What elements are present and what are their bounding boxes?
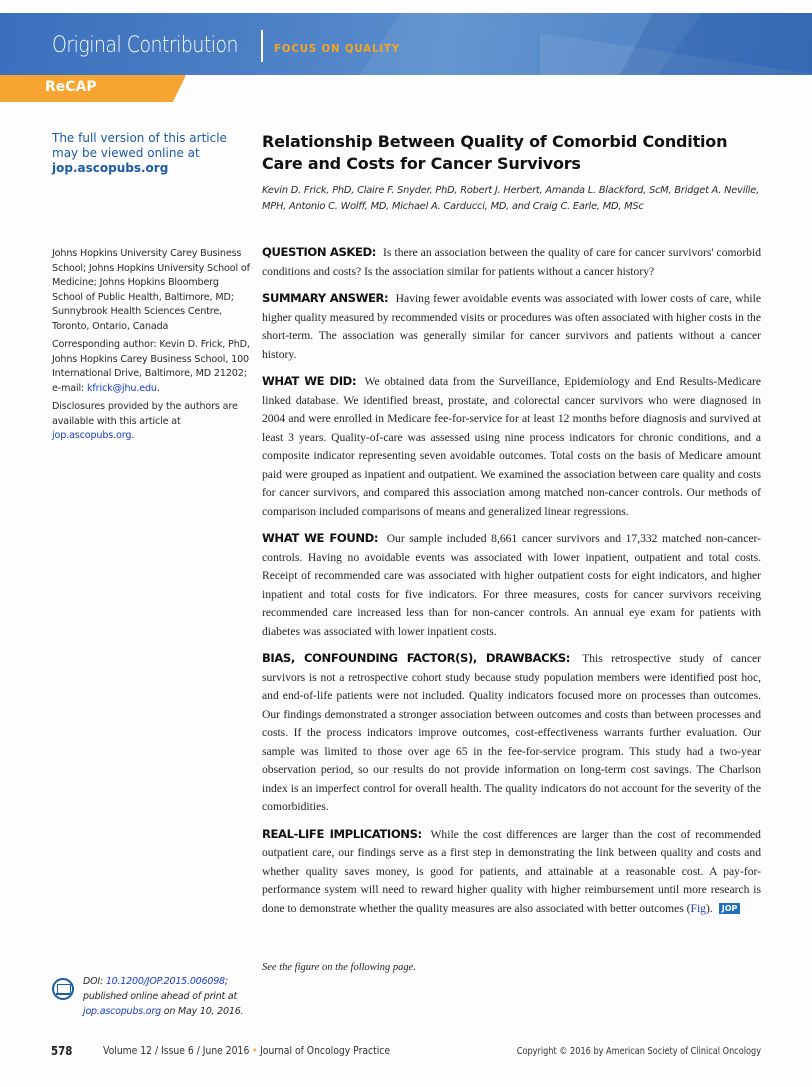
- email-link[interactable]: kfrick@jhu.edu: [87, 382, 157, 394]
- section-subtitle: FOCUS ON QUALITY: [274, 42, 401, 55]
- corresponding-author: [52, 338, 252, 396]
- page-number: 578: [51, 1044, 73, 1058]
- section-body: This retrospective study of cancer survivors is not a retrospective cohort study because study population members were identified post hoc, and end-of-life patients were not included. Quality indicators focused more on processes than outcomes. Our findings demonstrated a stronger association between outcomes and costs than between processes and costs. If the process indicators improve outcomes, cost-effectiveness warrants further evaluation. Our sample was limited to those over age 65 in the fee-for-service program. This study had a two-year observation period, so our results do not provide information on long-term cost savings. The Charlson index is an imperfect control for overall health. The quality indicators do not account for the severity of the comorbidities.: [262, 652, 761, 813]
- section-body: While the cost differences are larger than the cost of recommended outpatient care, our findings serve as a first step in demonstrating the link between quality and costs and whether quality saves money, is good for patients, and attainable at a reasonable cost. A pay-for-performance system will need to reward higher quality with higher reimbursement until more research is done to demonstrate whether the quality measures are also associated with better outcomes (: [262, 827, 761, 915]
- full-version-text: The full version of this article may be viewed online at: [52, 131, 227, 160]
- computer-screen-icon: [52, 978, 74, 1000]
- jop-end-badge: JOP: [719, 903, 741, 914]
- volume-issue: Volume 12 / Issue 6 / June 2016: [103, 1045, 250, 1057]
- figure-link[interactable]: Fig: [690, 901, 706, 915]
- section-title: Original Contribution: [52, 33, 239, 58]
- section-heading: REAL-LIFE IMPLICATIONS:: [262, 826, 422, 841]
- affiliations-column: [52, 247, 252, 448]
- header-banner: [0, 13, 812, 75]
- doi-link[interactable]: 10.1200/JOP.2015.006098: [105, 976, 225, 987]
- section-heading: BIAS, CONFOUNDING FACTOR(S), DRAWBACKS:: [262, 651, 571, 665]
- section-body: Our sample included 8,661 cancer survivors and 17,332 matched non-cancer-controls. Having no avoidable events was associated with lower inpatient, outpatient and total costs. Receipt of recommended care was associated with higher outpatient costs for eight indicators, and higher inpatient and total costs for five indicators. For three measures, costs for cancer survivors receiving recommended care increased less than for non-cancer controls. An annual eye exam for patients with diabetes was associated with lower inpatient costs.: [262, 532, 761, 638]
- section-what-we-did: [262, 372, 761, 521]
- doi-text: ; published online ahead of print at: [83, 976, 238, 1002]
- section-question-asked: [262, 243, 761, 281]
- journal-site-link[interactable]: jop.ascopubs.org: [83, 1006, 161, 1017]
- section-heading: WHAT WE DID:: [262, 374, 357, 388]
- doi-note: [83, 974, 258, 1019]
- corresponding-text: Corresponding author: Kevin D. Frick, PhD, Johns Hopkins Carey Business School, 100 International Drive, Baltimore, MD 21202; e-mail:: [52, 339, 250, 394]
- disclosures-text: Disclosures provided by the authors are available with this article at: [52, 401, 238, 427]
- banner-decoration: [620, 13, 812, 75]
- section-body-end: ).: [705, 901, 713, 915]
- section-bias: [262, 649, 761, 817]
- punctuation: .: [156, 382, 160, 394]
- copyright: Copyright © 2016 by American Society of Clinical Oncology: [516, 1046, 761, 1057]
- section-summary-answer: [262, 289, 761, 364]
- header-divider: [261, 30, 263, 62]
- disclosures-link[interactable]: jop.ascopubs.org: [52, 430, 132, 441]
- full-version-link[interactable]: jop.ascopubs.org: [52, 161, 169, 175]
- doi-label: DOI:: [83, 976, 106, 987]
- section-heading: WHAT WE FOUND:: [262, 531, 379, 545]
- bullet-separator: •: [251, 1045, 258, 1057]
- doi-date: on May 10, 2016.: [160, 1006, 244, 1017]
- recap-body: [262, 243, 761, 926]
- punctuation: .: [131, 430, 135, 441]
- section-heading: QUESTION ASKED:: [262, 245, 376, 259]
- journal-name: Journal of Oncology Practice: [260, 1045, 391, 1057]
- recap-label: ReCAP: [45, 79, 97, 95]
- section-body: Is there an association between the quality of care for cancer survivors' comorbid conditions and costs? Is the association similar for patients without a cancer history?: [262, 246, 761, 278]
- section-real-life-implications: [262, 825, 761, 919]
- section-heading: SUMMARY ANSWER:: [262, 291, 389, 305]
- author-list: Kevin D. Frick, PhD, Claire F. Snyder, PhD, Robert J. Herbert, Amanda L. Blackford, ScM, Bridget A. Neville, MPH, Antonio C. Wolff, MD, Michael A. Carducci, MD, and Craig C. Earle, MD, MSc: [262, 185, 760, 212]
- article-title: Relationship Between Quality of Comorbid Condition Care and Costs for Cancer Survivors: [262, 132, 728, 173]
- section-body: We obtained data from the Surveillance, Epidemiology and End Results-Medicare linked database. We identified breast, prostate, and colorectal cancer survivors who were diagnosed in 2004 and were enrolled in Medicare fee-for-service for at least 12 months before diagnosis and survived at least 3 years. Quality-of-care was assessed using nine process indicators for chronic conditions, and a composite indicator representing seven avoidable outcomes. Total costs on the basis of Medicare amount paid were grouped as inpatient and outpatient. We examined the association between care quality and costs for cancer survivors, and compared this association among matched non-cancer controls. Our methods of comparison included comparisons of means and generalized linear regressions.: [262, 375, 761, 518]
- section-body: Having fewer avoidable events was associated with lower costs of care, while higher quality measured by recommended visits or procedures was often associated with higher costs in the short-term. The association was generally similar for cancer survivors and patients without a cancer history.: [262, 292, 761, 361]
- journal-citation: [103, 1045, 390, 1057]
- section-what-we-found: [262, 529, 761, 641]
- disclosures: [52, 400, 252, 444]
- affiliations: Johns Hopkins University Carey Business School; Johns Hopkins University School of Medicine; Johns Hopkins Bloomberg School of Public Health, Baltimore, MD; Sunnybrook Health Sciences Centre, Toronto, Ontario, Canada: [52, 248, 250, 332]
- full-version-note: [52, 131, 242, 176]
- see-figure-note: See the figure on the following page.: [262, 962, 416, 973]
